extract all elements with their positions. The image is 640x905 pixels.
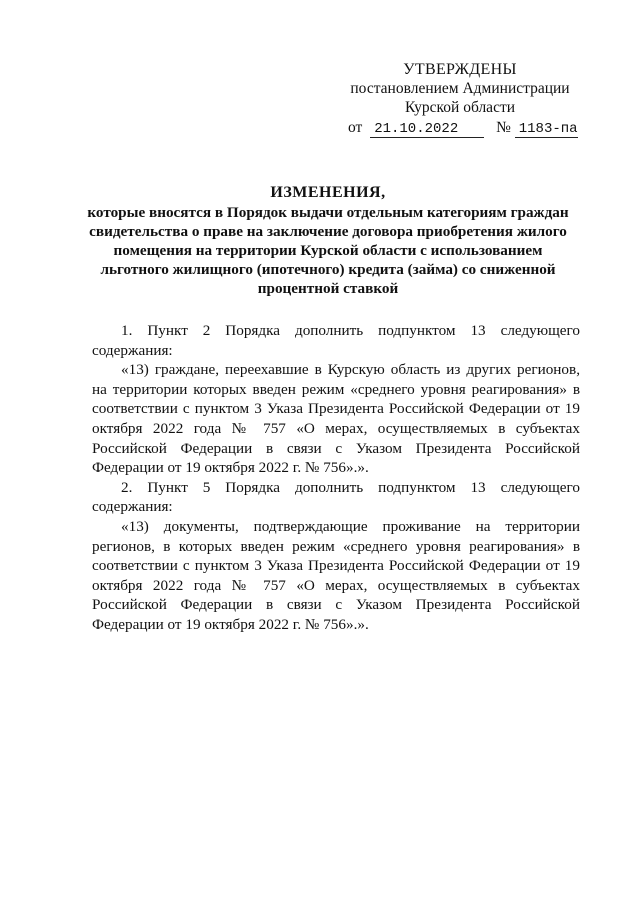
paragraph-item-1: 1. Пункт 2 Порядка дополнить подпунктом 13 следующего содержания:: [92, 322, 580, 359]
date-prefix: от: [348, 119, 363, 136]
document-heading: [60, 183, 596, 298]
approval-title: УТВЕРЖДЕНЫ: [403, 61, 517, 78]
paragraph-subitem-1: «13) граждане, переехавшие в Курскую область из других регионов, на территории которых введен режим «среднего уровня реагирования» в соответствии с пунктом 3 Указа Президента Российской Федерации от 19 октября 2022 года № 757 «О мерах, осуществляемых в субъектах Российской Федерации в связи с Указом Президента Российской Федерации от 19 октября 2022 г. № 756».».: [92, 361, 580, 477]
subtitle-line: свидетельства о праве на заключение договора приобретения жилого: [89, 223, 567, 240]
subtitle-line: процентной ставкой: [257, 280, 399, 297]
approval-date: 21.10.2022: [370, 122, 484, 138]
approval-region-line: Курской области: [404, 99, 516, 116]
paragraph-item-2: 2. Пункт 5 Порядка дополнить подпунктом 13 следующего содержания:: [92, 478, 580, 516]
approval-authority-line: постановлением Администрации: [350, 80, 570, 97]
paragraph-subitem-2: «13) документы, подтверждающие проживание на территории регионов, в которых введен режим «среднего уровня реагирования» в соответствии с пунктом 3 Указа Президента Российской Федерации от 19 октября 2022 года № 757 «О мерах, осуществляемых в субъектах Российской Федерации в связи с Указом Президента Российской Федерации от 19 октября 2022 г. № 756».».: [92, 517, 580, 633]
approval-date-line: [330, 118, 590, 138]
document-body: [92, 321, 580, 635]
approval-number: 1183-па: [515, 122, 578, 138]
subtitle-line: льготного жилищного (ипотечного) кредита (займа) со сниженной: [100, 261, 556, 278]
number-prefix: №: [496, 119, 511, 136]
document-title: ИЗМЕНЕНИЯ,: [270, 184, 386, 201]
subtitle-line: которые вносятся в Порядок выдачи отдельным категориям граждан: [87, 204, 569, 221]
subtitle-line: помещения на территории Курской области с использованием: [113, 242, 543, 259]
approval-block: [330, 60, 590, 138]
